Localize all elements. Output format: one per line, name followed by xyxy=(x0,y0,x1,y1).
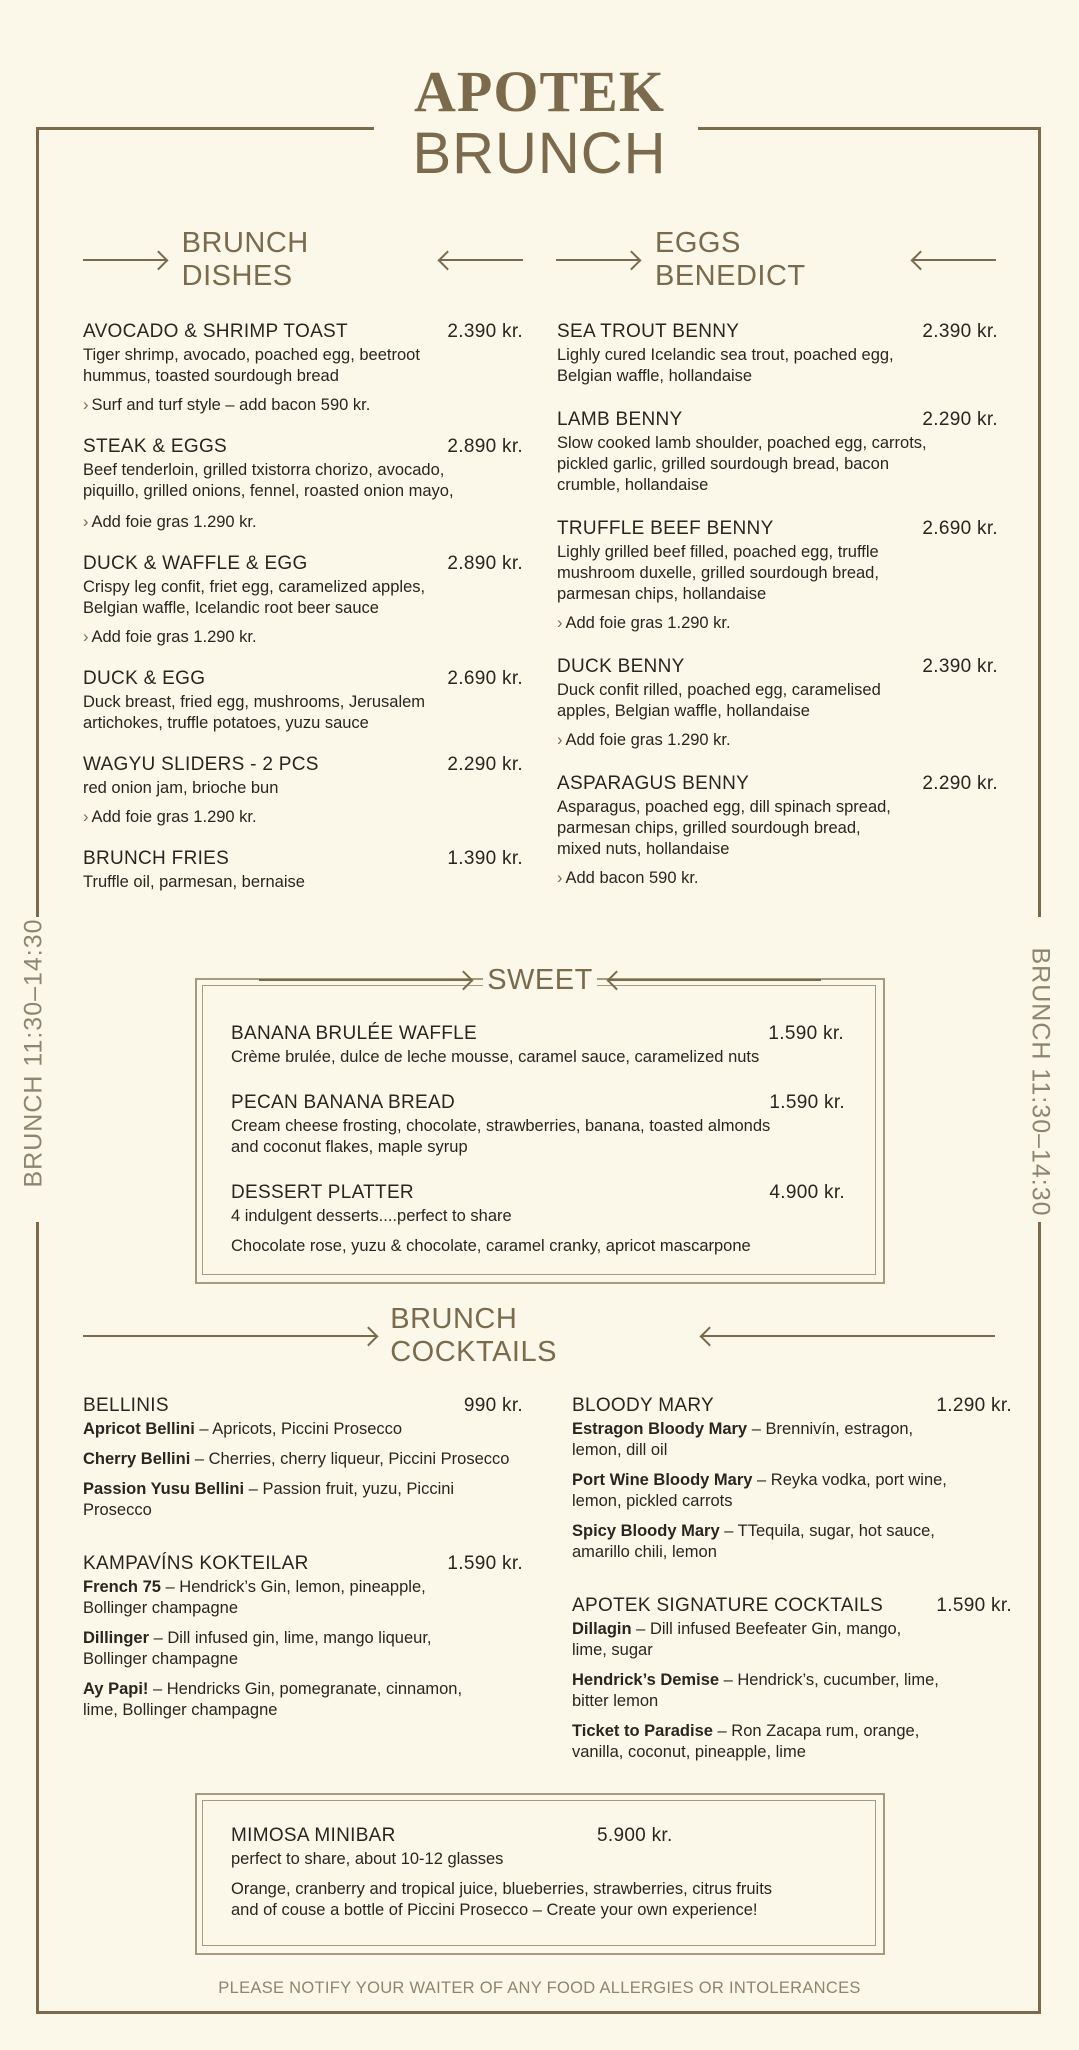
brunch-cocktails-title xyxy=(83,1303,995,1368)
item-addon: › Add foie gras 1.290 kr. xyxy=(83,628,257,646)
item-name: BRUNCH FRIES xyxy=(83,848,230,869)
item-name: BELLINIS xyxy=(83,1395,169,1416)
item-price: 2.390 kr. xyxy=(447,321,523,342)
item-name: DUCK & WAFFLE & EGG xyxy=(83,553,308,574)
cocktails-left-column xyxy=(83,1393,523,1739)
frame-bottom xyxy=(36,2011,1041,2014)
cocktail-line: Dillinger – Dill infused gin, lime, mango liqueur, Bollinger champagne xyxy=(83,1629,432,1668)
item-description: Truffle oil, parmesan, bernaise xyxy=(83,873,305,891)
cocktail-line: Cherry Bellini – Cherries, cherry liqueur, Piccini Prosecco xyxy=(83,1450,510,1468)
section-title-text: BRUNCH COCKTAILS xyxy=(390,1303,557,1368)
item-price: 2.890 kr. xyxy=(447,436,523,457)
cocktail-line: Estragon Bloody Mary – Brennivín, estragon, lemon, dill oil xyxy=(572,1420,914,1459)
item-addon: › Add foie gras 1.290 kr. xyxy=(557,731,731,749)
item-addon: › Surf and turf style – add bacon 590 kr. xyxy=(83,396,371,414)
item-name: DUCK BENNY xyxy=(557,656,685,677)
item-price: 1.590 kr. xyxy=(769,1092,845,1113)
menu-item xyxy=(83,846,523,893)
item-description: Duck breast, fried egg, mushrooms, Jerusalem artichokes, truffle potatoes, yuzu sauce xyxy=(83,693,426,732)
menu-item xyxy=(83,752,523,828)
cocktail-line: Spicy Bloody Mary – TTequila, sugar, hot sauce, amarillo chili, lemon xyxy=(572,1522,935,1561)
item-name: LAMB BENNY xyxy=(557,409,683,430)
item-description: Lighly cured Icelandic sea trout, poached egg, Belgian waffle, hollandaise xyxy=(557,346,894,385)
menu-item xyxy=(557,407,998,496)
item-addon: › Add bacon 590 kr. xyxy=(557,869,699,887)
frame-left-upper xyxy=(36,127,39,917)
eggs-benedict-list xyxy=(557,319,998,907)
mimosa-content xyxy=(231,1823,831,1921)
cocktails-right-column xyxy=(572,1393,1012,1781)
menu-item xyxy=(231,1180,845,1257)
item-name: BLOODY MARY xyxy=(572,1395,714,1416)
arrow-right-icon xyxy=(83,259,166,261)
item-price: 2.390 kr. xyxy=(922,321,998,342)
menu-item xyxy=(557,654,998,751)
item-price: 2.290 kr. xyxy=(922,773,998,794)
menu-item xyxy=(557,319,998,387)
menu-item xyxy=(557,516,998,634)
chevron-right-icon: › xyxy=(557,614,563,632)
cocktail-line: Ticket to Paradise – Ron Zacapa rum, orange, vanilla, coconut, pineapple, lime xyxy=(572,1722,920,1761)
chevron-right-icon: › xyxy=(557,869,563,887)
arrow-left-icon xyxy=(609,979,821,981)
item-name: DESSERT PLATTER xyxy=(231,1182,414,1203)
item-name: WAGYU SLIDERS - 2 PCS xyxy=(83,754,319,775)
item-description: 4 indulgent desserts....perfect to share xyxy=(231,1207,512,1225)
item-price: 990 kr. xyxy=(463,1395,523,1416)
arrow-right-icon xyxy=(556,259,639,261)
arrow-left-icon xyxy=(913,259,996,261)
menu-item xyxy=(231,1090,845,1158)
menu-item xyxy=(83,666,523,734)
item-description: perfect to share, about 10-12 glasses xyxy=(231,1850,504,1868)
menu-item xyxy=(557,771,998,889)
cocktail-line: Passion Yusu Bellini – Passion fruit, yuzu, Piccini Prosecco xyxy=(83,1480,455,1519)
item-name: BANANA BRULÉE WAFFLE xyxy=(231,1023,478,1044)
item-description: Crispy leg confit, friet egg, caramelized apples, Belgian waffle, Icelandic root beer sauce xyxy=(83,578,426,617)
side-hours-right: BRUNCH 11:30–14:30 xyxy=(1026,947,1055,1217)
item-description-detail: Chocolate rose, yuzu & chocolate, caramel cranky, apricot mascarpone xyxy=(231,1237,751,1255)
frame-left-lower xyxy=(36,1222,39,2014)
item-name: PECAN BANANA BREAD xyxy=(231,1092,455,1113)
allergy-notice: PLEASE NOTIFY YOUR WAITER OF ANY FOOD ALLERGIES OR INTOLERANCES xyxy=(218,1979,861,1997)
item-description: Asparagus, poached egg, dill spinach spread, parmesan chips, grilled sourdough bread, mixed nuts, hollandaise xyxy=(557,798,891,858)
cocktail-group-signature xyxy=(572,1593,1012,1763)
item-name: STEAK & EGGS xyxy=(83,436,228,457)
section-title-text: SWEET xyxy=(483,964,597,997)
item-description: Slow cooked lamb shoulder, poached egg, carrots, pickled garlic, grilled sourdough bread, bacon crumble, hollandaise xyxy=(557,434,927,494)
cocktail-line: French 75 – Hendrick’s Gin, lemon, pineapple, Bollinger champagne xyxy=(83,1578,426,1617)
item-name: AVOCADO & SHRIMP TOAST xyxy=(83,321,348,342)
item-price: 1.590 kr. xyxy=(768,1023,844,1044)
brunch-dishes-list xyxy=(83,319,523,911)
item-description: red onion jam, brioche bun xyxy=(83,779,279,797)
frame-right-lower xyxy=(1038,1222,1041,2014)
cocktail-group-kampavins xyxy=(83,1551,523,1721)
section-title-text: EGGS BENEDICT xyxy=(654,227,806,292)
cocktail-line: Hendrick’s Demise – Hendrick’s, cucumber, lime, bitter lemon xyxy=(572,1671,939,1710)
menu-item xyxy=(83,551,523,648)
brand-logo: APOTEK xyxy=(414,59,665,124)
frame-right-upper xyxy=(1038,127,1041,917)
cocktail-group-bloody-mary xyxy=(572,1393,1012,1563)
item-name: MIMOSA MINIBAR xyxy=(231,1825,396,1846)
chevron-right-icon: › xyxy=(83,513,89,531)
item-price: 1.590 kr. xyxy=(936,1595,1012,1616)
item-addon: › Add foie gras 1.290 kr. xyxy=(83,513,257,531)
menu-item xyxy=(83,434,523,533)
item-price: 1.590 kr. xyxy=(447,1553,523,1574)
cocktail-line: Port Wine Bloody Mary – Reyka vodka, port wine, lemon, pickled carrots xyxy=(572,1471,947,1510)
chevron-right-icon: › xyxy=(83,808,89,826)
item-description: Lighly grilled beef filled, poached egg, truffle mushroom duxelle, grilled sourdough bread, parmesan chips, hollandaise xyxy=(557,543,879,603)
arrow-right-icon xyxy=(259,979,471,981)
menu-header xyxy=(0,60,1079,184)
arrow-left-icon xyxy=(702,1335,995,1337)
item-price: 1.390 kr. xyxy=(447,848,523,869)
item-description: Tiger shrimp, avocado, poached egg, beetroot hummus, toasted sourdough bread xyxy=(83,346,420,385)
item-price: 5.900 kr. xyxy=(597,1825,673,1846)
item-addon: › Add foie gras 1.290 kr. xyxy=(557,614,731,632)
item-description: Beef tenderloin, grilled txistorra chorizo, avocado, piquillo, grilled onions, fennel, roasted onion mayo, xyxy=(83,461,454,500)
item-price: 2.390 kr. xyxy=(922,656,998,677)
item-name: TRUFFLE BEEF BENNY xyxy=(557,518,774,539)
item-name: ASPARAGUS BENNY xyxy=(557,773,750,794)
sweet-list xyxy=(231,1021,845,1275)
cocktail-line: Apricot Bellini – Apricots, Piccini Prosecco xyxy=(83,1420,403,1438)
item-price: 2.690 kr. xyxy=(922,518,998,539)
item-description: Cream cheese frosting, chocolate, strawberries, banana, toasted almonds and coconut flakes, maple syrup xyxy=(231,1117,771,1156)
sweet-title xyxy=(255,960,825,1000)
chevron-right-icon: › xyxy=(83,628,89,646)
menu-title: BRUNCH xyxy=(412,121,667,186)
item-description: Duck confit rilled, poached egg, caramelised apples, Belgian waffle, hollandaise xyxy=(557,681,881,720)
item-price: 4.900 kr. xyxy=(769,1182,845,1203)
eggs-benedict-title xyxy=(556,227,996,292)
cocktail-line: Ay Papi! – Hendricks Gin, pomegranate, cinnamon, lime, Bollinger champagne xyxy=(83,1680,463,1719)
brunch-dishes-title xyxy=(83,227,523,292)
item-addon: › Add foie gras 1.290 kr. xyxy=(83,808,257,826)
item-price: 2.290 kr. xyxy=(922,409,998,430)
item-name: APOTEK SIGNATURE COCKTAILS xyxy=(572,1595,884,1616)
item-name: KAMPAVÍNS KOKTEILAR xyxy=(83,1553,309,1574)
item-price: 2.890 kr. xyxy=(447,553,523,574)
side-hours-left: BRUNCH 11:30–14:30 xyxy=(19,918,48,1188)
menu-item xyxy=(83,319,523,416)
item-price: 2.690 kr. xyxy=(447,668,523,689)
item-description: Crème brulée, dulce de leche mousse, caramel sauce, caramelized nuts xyxy=(231,1048,760,1066)
cocktail-line: Dillagin – Dill infused Beefeater Gin, mango, lime, sugar xyxy=(572,1620,902,1659)
item-description-detail: Orange, cranberry and tropical juice, blueberries, strawberries, citrus fruits and of couse a bottle of Piccini Prosecco – Create your own experience! xyxy=(231,1880,773,1919)
item-price: 1.290 kr. xyxy=(936,1395,1012,1416)
chevron-right-icon: › xyxy=(557,731,563,749)
menu-item xyxy=(231,1021,845,1068)
arrow-left-icon xyxy=(440,259,523,261)
chevron-right-icon: › xyxy=(83,396,89,414)
arrow-right-icon xyxy=(83,1335,376,1337)
item-price: 2.290 kr. xyxy=(447,754,523,775)
cocktail-group-bellinis xyxy=(83,1393,523,1521)
item-name: SEA TROUT BENNY xyxy=(557,321,740,342)
item-name: DUCK & EGG xyxy=(83,668,206,689)
section-title-text: BRUNCH DISHES xyxy=(181,227,309,292)
